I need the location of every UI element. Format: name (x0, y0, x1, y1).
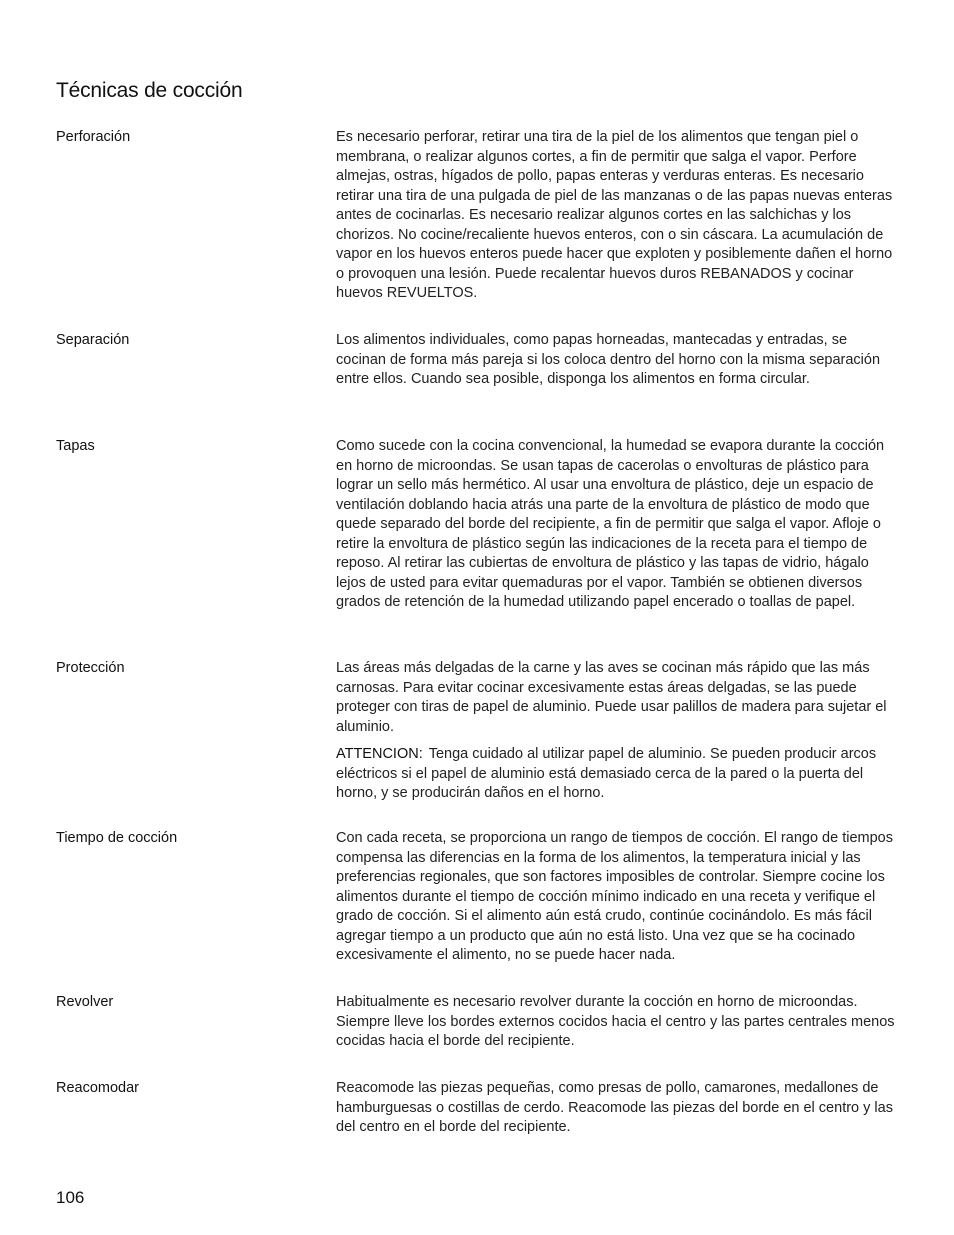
section-text: Como sucede con la cocina convencional, la humedad se evapora durante la cocción en horno de microondas. Se usan tapas de cacerolas o envolturas de plástico para lograr un sello más hermético. Al usar una envoltura de plástico, deje un espacio de ventilación doblando hacia atrás una parte de la envoltura de plástico de modo que quede separado del borde del recipiente, a fin de permitir que salga el vapor. Afloje o retire la envoltura de plástico según las indicaciones de la receta para el tiempo de reposo. Al retirar las cubiertas de envoltura de plástico y las tapas de vidrio, hágalo lejos de usted para evitar quemaduras por el vapor. También se obtienen diversos grados de retención de la humedad utilizando papel encerado o toallas de papel. (336, 438, 885, 610)
section-label: Reacomodar (56, 1080, 140, 1096)
section-text: Es necesario perforar, retirar una tira de la piel de los alimentos que tengan piel o membrana, o realizar algunos cortes, a fin de permitir que salga el vapor. Perfore almejas, ostras, hígados de pollo, papas enteras y verduras enteras. Es necesario retirar una tira de una pulgada de piel de las manzanas o de las papas nuevas enteras antes de cocinarlas. Es necesario realizar algunos cortes en las salchichas y los chorizos. No cocine/recaliente huevos enteros, con o sin cáscara. La acumulación de vapor en los huevos enteros puede hacer que exploten y posiblemente dañen el horno o provoquen una lesión. Puede recalentar huevos duros REBANADOS y cocinar huevos REVUELTOS. (336, 129, 893, 301)
section-body (336, 128, 901, 304)
section-label: Perforación (56, 129, 131, 145)
warning-text: Tenga cuidado al utilizar papel de aluminio. Se pueden producir arcos eléctricos si el papel de aluminio está demasiado cerca de la pared o la puerta del horno, y se producirán daños en el horno. (336, 746, 877, 801)
warning-note (336, 745, 901, 804)
section-body (336, 437, 901, 613)
section-body (336, 331, 901, 390)
section-body (336, 1079, 901, 1138)
section-label: Separación (56, 332, 130, 348)
section-label: Protección (56, 660, 125, 676)
section-text: Los alimentos individuales, como papas horneadas, mantecadas y entradas, se cocinan de forma más pareja si los coloca dentro del horno con la misma separación entre ellos. Cuando sea posible, disponga los alimentos en forma circular. (336, 332, 881, 387)
page-title: Técnicas de cocción (56, 79, 243, 102)
section-text: Con cada receta, se proporciona un rango de tiempos de cocción. El rango de tiempos compensa las diferencias en la forma de los alimentos, la temperatura inicial y las preferencias regionales, que son factores imposibles de controlar. Siempre cocine los alimentos durante el tiempo de cocción mínimo indicado en una receta y verifique el grado de cocción. Si el alimento aún está crudo, continúe cocinándolo. Es más fácil agregar tiempo a un producto que aún no está listo. Una vez que se ha cocinado excesivamente el alimento, no se puede hacer nada. (336, 830, 893, 963)
section-body (336, 993, 901, 1052)
section-text: Las áreas más delgadas de la carne y las aves se cocinan más rápido que las más carnosas. Para evitar cocinar excesivamente estas áreas delgadas, se las puede proteger con tiras de papel de aluminio. Puede usar palillos de madera para sujetar el aluminio. (336, 660, 887, 735)
section-label: Tiempo de cocción (56, 830, 178, 846)
section-text: Habitualmente es necesario revolver durante la cocción en horno de microondas. Siempre lleve los bordes externos cocidos hacia el centro y las partes centrales menos cocidas hacia el borde del recipiente. (336, 994, 895, 1049)
section-label: Revolver (56, 994, 114, 1010)
section-label: Tapas (56, 438, 95, 454)
section-body (336, 829, 901, 966)
section-text: Reacomode las piezas pequeñas, como presas de pollo, camarones, medallones de hamburguesas o costillas de cerdo. Reacomode las piezas del borde en el centro y las del centro en el borde del recipiente. (336, 1080, 893, 1135)
section-body (336, 659, 901, 804)
warning-label: ATTENCION: (336, 746, 423, 762)
page-number: 106 (56, 1188, 85, 1207)
